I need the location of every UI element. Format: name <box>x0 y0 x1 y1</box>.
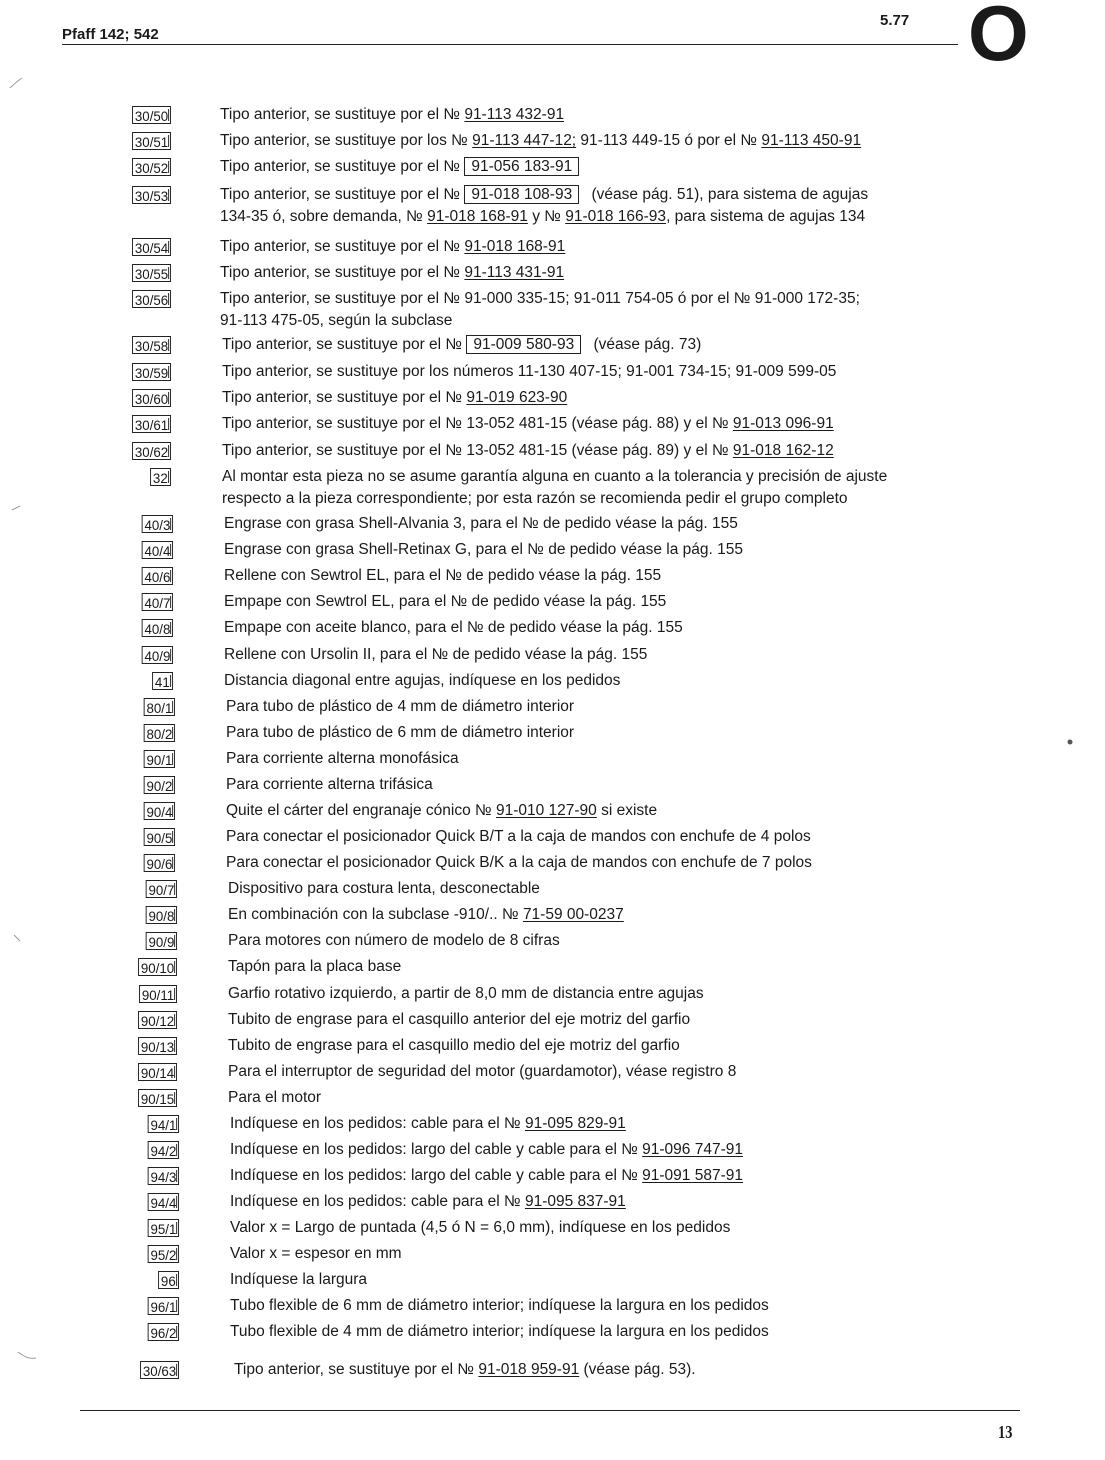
page-number: 13 <box>998 1422 1013 1442</box>
note-text <box>224 565 661 587</box>
note-text-line: Tipo anterior, se sustituye por el № 91-056 183-91 <box>220 156 587 178</box>
note-code: 30/50 <box>132 106 171 124</box>
note-text <box>226 800 657 822</box>
note-text <box>228 904 624 926</box>
note-text-line-2: respecto a la pieza correspondiente; por esta razón se recomienda pedir el grupo completo <box>222 490 848 507</box>
note-text-line: Garfio rotativo izquierdo, a partir de 8,0 mm de distancia entre agujas <box>228 985 704 1002</box>
note-code: 30/53 <box>132 186 171 204</box>
note-text <box>224 644 647 666</box>
note-code: 90/10 <box>138 958 177 976</box>
note-code: 94/4 <box>147 1193 179 1211</box>
note-code: 90/15 <box>138 1089 177 1107</box>
note-code: 30/61 <box>132 415 171 433</box>
note-code: 80/1 <box>143 698 175 716</box>
note-text-line: Tipo anterior, se sustituye por el № 13-052 481-15 (véase pág. 88) y el № 91-013 096-91 <box>222 415 834 432</box>
note-text-line: Indíquese en los pedidos: cable para el № 91-095 829-91 <box>230 1115 626 1132</box>
note-text-line: Dispositivo para costura lenta, desconectable <box>228 880 540 897</box>
note-text <box>228 878 540 900</box>
note-code: 30/59 <box>132 363 171 381</box>
note-code: 30/62 <box>132 442 171 460</box>
footer-rule <box>80 1410 1020 1411</box>
note-code: 95/2 <box>147 1245 179 1263</box>
note-text <box>222 361 836 383</box>
note-code: 95/1 <box>147 1219 179 1237</box>
note-text-line: Para corriente alterna trifásica <box>226 776 433 793</box>
note-code: 90/6 <box>143 854 175 872</box>
note-code: 30/58 <box>132 336 171 354</box>
note-code: 30/51 <box>132 132 171 150</box>
note-code: 40/4 <box>141 541 173 559</box>
note-code: 90/11 <box>139 985 177 1003</box>
note-text-line: Tipo anterior, se sustituye por el № 91-009 580-93 (véase pág. 73) <box>222 336 702 353</box>
note-text <box>222 413 834 435</box>
note-text <box>224 670 620 692</box>
note-text <box>228 1009 690 1031</box>
note-text <box>226 696 574 718</box>
note-text-line: Tipo anterior, se sustituye por el № 91-113 432-91 <box>220 106 565 123</box>
note-text <box>220 184 868 228</box>
note-code: 30/60 <box>132 389 171 407</box>
note-text <box>222 334 701 356</box>
note-text-line: Para corriente alterna monofásica <box>226 750 459 767</box>
note-text-line: Tipo anterior, se sustituye por el № 91-019 623-90 <box>222 389 568 406</box>
note-text-line-2: 91-113 475-05, según la subclase <box>220 312 453 329</box>
note-text <box>226 826 811 848</box>
note-code: 96/1 <box>147 1297 179 1315</box>
note-text-line: Para conectar el posicionador Quick B/T a la caja de mandos con enchufe de 4 polos <box>226 828 811 845</box>
note-text-line: En combinación con la subclase -910/.. № 71-59 00-0237 <box>228 906 624 923</box>
note-code: 40/3 <box>141 515 173 533</box>
note-code: 90/12 <box>138 1011 177 1029</box>
note-text <box>220 156 587 178</box>
note-text <box>220 236 565 258</box>
note-text-line: Distancia diagonal entre agujas, indíquese en los pedidos <box>224 672 621 689</box>
note-text <box>224 617 683 639</box>
note-text-line: Rellene con Ursolin II, para el № de pedido véase la pág. 155 <box>224 646 648 663</box>
note-text <box>230 1139 743 1161</box>
note-text-line: Tipo anterior, se sustituye por los № 91-113 447-12; 91-113 449-15 ó por el № 91-113 450-91 <box>220 132 862 149</box>
note-text-line: Tubo flexible de 4 mm de diámetro interior; indíquese la largura en los pedidos <box>230 1323 769 1340</box>
note-text <box>220 288 860 332</box>
note-text-line: Tapón para la placa base <box>228 958 402 975</box>
note-code: 30/54 <box>132 238 171 256</box>
note-code: 40/6 <box>141 567 173 585</box>
note-text-line: Engrase con grasa Shell-Alvania 3, para el № de pedido véase la pág. 155 <box>224 515 738 532</box>
note-text <box>220 130 861 152</box>
note-text <box>220 104 564 126</box>
note-code: 90/5 <box>143 828 175 846</box>
note-text <box>230 1295 769 1317</box>
note-text-line: Tipo anterior, se sustituye por el № 91-018 959-91 (véase pág. 53). <box>234 1361 696 1378</box>
note-text <box>230 1191 626 1213</box>
note-text <box>224 539 743 561</box>
note-text-line: Indíquese en los pedidos: cable para el № 91-095 837-91 <box>230 1193 626 1210</box>
note-code: 94/2 <box>147 1141 179 1159</box>
note-text <box>228 1035 680 1057</box>
note-code: 90/7 <box>145 880 177 898</box>
note-text-line: Para tubo de plástico de 4 mm de diámetro interior <box>226 698 575 715</box>
note-text <box>234 1359 696 1381</box>
note-text-line: Tipo anterior, se sustituye por el № 91-113 431-91 <box>220 264 565 281</box>
note-text <box>228 983 704 1005</box>
note-text <box>230 1165 743 1187</box>
note-code: 40/8 <box>141 619 173 637</box>
note-code: 90/8 <box>145 906 177 924</box>
note-code: 96/2 <box>147 1323 179 1341</box>
note-text-line: Empape con aceite blanco, para el № de pedido véase la pág. 155 <box>224 619 683 636</box>
note-text-line: Valor x = espesor en mm <box>230 1245 402 1262</box>
note-text <box>226 748 459 770</box>
note-code: 90/4 <box>143 802 175 820</box>
note-text-line-2: 134-35 ó, sobre demanda, № 91-018 168-91 y № 91-018 166-93, para sistema de agujas 134 <box>220 208 866 225</box>
note-code: 41 <box>153 672 173 690</box>
note-text-line: Para conectar el posicionador Quick B/K a la caja de mandos con enchufe de 7 polos <box>226 854 812 871</box>
note-text <box>226 852 812 874</box>
note-text <box>220 262 564 284</box>
note-code: 90/9 <box>145 932 177 950</box>
note-text-line: Al montar esta pieza no se asume garantía alguna en cuanto a la tolerancia y precisión de ajuste <box>222 468 888 485</box>
note-text-line: Indíquese en los pedidos: largo del cable y cable para el № 91-096 747-91 <box>230 1141 743 1158</box>
note-text <box>226 774 433 796</box>
note-text <box>230 1113 626 1135</box>
note-code: 90/2 <box>143 776 175 794</box>
note-text-line: Para el interruptor de seguridad del motor (guardamotor), véase registro 8 <box>228 1063 737 1080</box>
note-text-line: Tubo flexible de 6 mm de diámetro interior; indíquese la largura en los pedidos <box>230 1297 769 1314</box>
note-text-line: Para tubo de plástico de 6 mm de diámetro interior <box>226 724 575 741</box>
document-title: Pfaff 142; 542 <box>62 26 159 43</box>
note-text <box>228 1061 736 1083</box>
note-text-line: Tubito de engrase para el casquillo medio del eje motriz del garfio <box>228 1037 680 1054</box>
note-text-line: Tipo anterior, se sustituye por el № 13-052 481-15 (véase pág. 89) y el № 91-018 162-12 <box>222 442 834 459</box>
note-text-line: Indíquese la largura <box>230 1271 368 1288</box>
note-text-line: Tipo anterior, se sustituye por los números 11-130 407-15; 91-001 734-15; 91-009 599-05 <box>222 363 837 380</box>
note-text <box>222 466 887 510</box>
note-text-line: Para motores con número de modelo de 8 cifras <box>228 932 560 949</box>
note-code: 30/56 <box>132 290 171 308</box>
document-date: 5.77 <box>880 12 910 29</box>
note-text <box>230 1217 730 1239</box>
note-code: 30/55 <box>132 264 171 282</box>
note-code: 90/13 <box>138 1037 177 1055</box>
note-text-line: Tipo anterior, se sustituye por el № 91-018 108-93 (véase pág. 51), para sistema de agujas <box>220 186 869 203</box>
note-code: 30/52 <box>132 158 171 176</box>
note-text-line: Engrase con grasa Shell-Retinax G, para el № de pedido véase la pág. 155 <box>224 541 743 558</box>
note-text <box>230 1243 402 1265</box>
note-text <box>222 387 567 409</box>
note-code: 30/63 <box>140 1361 179 1379</box>
note-text <box>228 930 560 952</box>
note-code: 90/14 <box>138 1063 177 1081</box>
note-text-line: Valor x = Largo de puntada (4,5 ó N = 6,0 mm), indíquese en los pedidos <box>230 1219 731 1236</box>
note-text <box>230 1321 769 1343</box>
note-text-line: Quite el cárter del engranaje cónico № 91-010 127-90 si existe <box>226 802 658 819</box>
note-text-line: Indíquese en los pedidos: largo del cable y cable para el № 91-091 587-91 <box>230 1167 743 1184</box>
note-text <box>226 722 574 744</box>
note-code: 32 <box>151 468 171 486</box>
note-text <box>224 513 738 535</box>
note-code: 40/7 <box>141 593 173 611</box>
note-text-line: Tipo anterior, se sustituye por el № 91-018 168-91 <box>220 238 566 255</box>
note-text-line: Rellene con Sewtrol EL, para el № de pedido véase la pág. 155 <box>224 567 662 584</box>
section-letter: O <box>968 0 1029 77</box>
note-code: 40/9 <box>141 646 173 664</box>
note-text <box>230 1269 367 1291</box>
note-code: 80/2 <box>143 724 175 742</box>
note-text-line: Tipo anterior, se sustituye por el № 91-000 335-15; 91-011 754-05 ó por el № 91-000 172-35; <box>220 290 860 307</box>
note-text <box>228 1087 321 1109</box>
note-code: 96 <box>159 1271 179 1289</box>
note-text-line: Empape con Sewtrol EL, para el № de pedido véase la pág. 155 <box>224 593 667 610</box>
note-code: 94/3 <box>147 1167 179 1185</box>
note-text <box>222 440 834 462</box>
note-text <box>224 591 666 613</box>
note-text-line: Para el motor <box>228 1089 322 1106</box>
note-code: 94/1 <box>147 1115 179 1133</box>
note-text <box>228 956 401 978</box>
note-code: 90/1 <box>143 750 175 768</box>
note-text-line: Tubito de engrase para el casquillo anterior del eje motriz del garfio <box>228 1011 691 1028</box>
